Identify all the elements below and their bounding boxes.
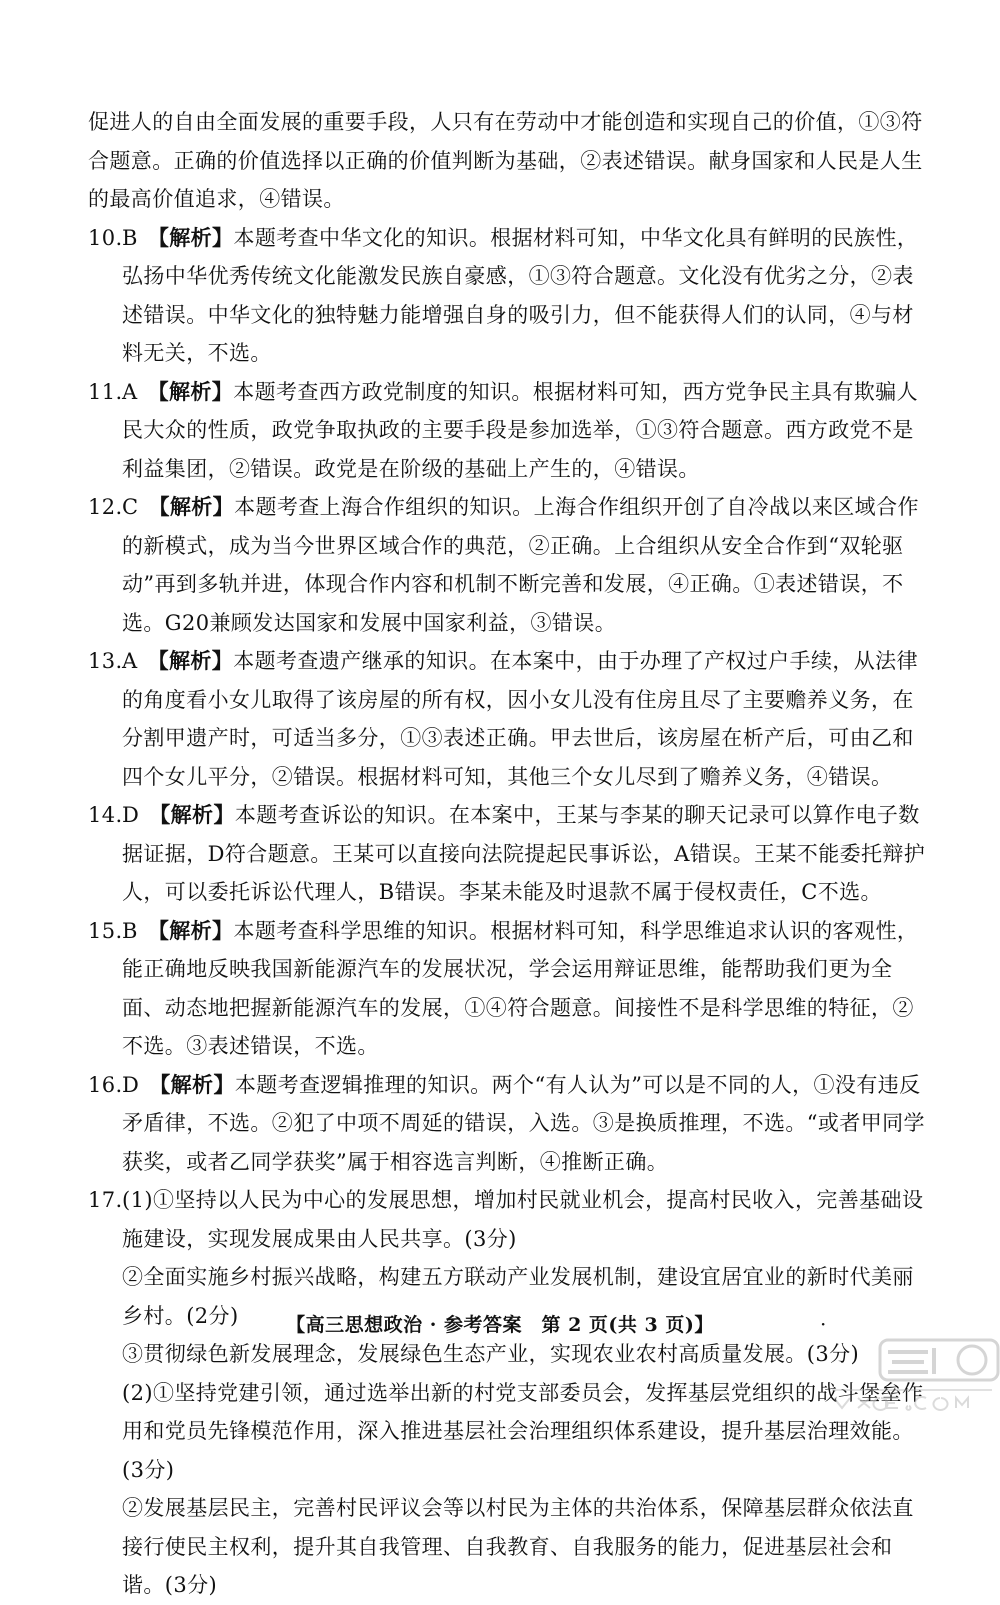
footer-dot: · (820, 1312, 827, 1336)
answer-letter: A (122, 379, 138, 404)
analysis-tag: 【解析】 (147, 648, 234, 673)
question-number: 17. (88, 1188, 123, 1212)
question-number: 16. (88, 1072, 123, 1097)
answer-letter: A (122, 649, 138, 673)
answer-point: ③贯彻绿色新发展理念，发展绿色生态产业，实现农业农村高质量发展。(3分) (122, 1342, 860, 1366)
answer-point: ②全面实施乡村振兴战略，构建五方联动产业发展机制，建设宜居宜业的新时代美丽乡村。(2分) (122, 1265, 914, 1328)
answer-item-14 (88, 796, 928, 912)
analysis-tag: 【解析】 (147, 378, 234, 404)
question-number: 14. (88, 803, 123, 827)
site-watermark-logo (822, 1338, 1000, 1413)
analysis-text: 本题考查诉讼的知识。在本案中，王某与李某的聊天记录可以算作电子数据证据，D符合题意。王某可以直接向法院提起民事诉讼，A错误。王某不能委托辩护人，可以委托诉讼代理人，B错误。李某未能及时退款不属于侵权责任，C不选。 (122, 803, 926, 904)
answer-letter: B (122, 918, 138, 943)
answer-item-17 (88, 1181, 928, 1605)
analysis-tag: 【解析】 (148, 494, 235, 519)
answer-letter: D (122, 1072, 140, 1097)
analysis-tag: 【解析】 (149, 1071, 235, 1097)
answer-item-12 (88, 488, 928, 642)
question-number: 10. (88, 225, 123, 250)
answer-item-15 (88, 912, 928, 1066)
analysis-text: 本题考查西方政党制度的知识。根据材料可知，西方党争民主具有欺骗人民大众的性质，政党争取执政的主要手段是参加选举，①③符合题意。西方政党不是利益集团，②错误。政党是在阶级的基础上产生的，④错误。 (122, 379, 918, 481)
answer-point: (1)①坚持以人民为中心的发展思想，增加村民就业机会，提高村民收入，完善基础设施建设，实现发展成果由人民共享。(3分) (122, 1188, 924, 1251)
answer-point: (2)①坚持党建引领，通过选举出新的村党支部委员会，发挥基层党组织的战斗堡垒作用和党员先锋模范作用，深入推进基层社会治理组织体系建设，提升基层治理效能。(3分) (122, 1380, 924, 1482)
question-number: 15. (88, 918, 123, 943)
answer-letter: C (122, 495, 139, 519)
answer-item-10 (88, 219, 928, 373)
analysis-tag: 【解析】 (147, 224, 234, 250)
answer-point: ②发展基层民主，完善村民评议会等以村民为主体的共治体系，保障基层群众依法直接行使民主权利，提升其自我管理、自我教育、自我服务的能力，促进基层社会和谐。(3分) (122, 1496, 914, 1597)
question-number: 13. (88, 649, 123, 673)
analysis-tag: 【解析】 (147, 917, 234, 943)
analysis-text: 本题考查上海合作组织的知识。上海合作组织开创了自冷战以来区域合作的新模式，成为当今世界区域合作的典范，②正确。上合组织从安全合作到“双轮驱动”再到多轨并进，体现合作内容和机制不断完善和发展，④正确。①表述错误，不选。G20兼顾发达国家和发展中国家利益，③错误。 (122, 495, 919, 635)
analysis-text: 本题考查遗产继承的知识。在本案中，由于办理了产权过户手续，从法律的角度看小女儿取得了该房屋的所有权，因小女儿没有住房且尽了主要赡养义务，在分割甲遗产时，可适当多分，①③表述正确。甲去世后，该房屋在析产后，可由乙和四个女儿平分，②错误。根据材料可知，其他三个女儿尽到了赡养义务，④错误。 (122, 649, 918, 789)
answer-content (88, 103, 928, 1605)
answer-item-16 (88, 1066, 928, 1182)
answer-item-11 (88, 373, 928, 489)
continued-explanation: 促进人的自由全面发展的重要手段，人只有在劳动中才能创造和实现自己的价值，①③符合题意。正确的价值选择以正确的价值判断为基础，②表述错误。献身国家和人民是人生的最高价值追求，④错误。 (88, 110, 923, 211)
answer-letter: D (122, 803, 140, 827)
watermark-icon (822, 1338, 1000, 1413)
analysis-text: 本题考查逻辑推理的知识。两个“有人认为”可以是不同的人，①没有违反矛盾律，不选。②犯了中项不周延的错误，入选。③是换质推理，不选。“或者甲同学获奖，或者乙同学获奖”属于相容选言判断，④推断正确。 (122, 1072, 925, 1174)
answer-item-13 (88, 642, 928, 796)
analysis-text: 本题考查科学思维的知识。根据材料可知，科学思维追求认识的客观性，能正确地反映我国新能源汽车的发展状况，学会运用辩证思维，能帮助我们更为全面、动态地把握新能源汽车的发展，①④符合题意。间接性不是科学思维的特征，②不选。③表述错误，不选。 (122, 918, 919, 1058)
analysis-tag: 【解析】 (149, 802, 235, 827)
question-number: 11. (88, 379, 123, 404)
analysis-text: 本题考查中华文化的知识。根据材料可知，中华文化具有鲜明的民族性，弘扬中华优秀传统文化能激发民族自豪感，①③符合题意。文化没有优劣之分，②表述错误。中华文化的独特魅力能增强自身的吸引力，但不能获得人们的认同，④与材料无关，不选。 (122, 225, 919, 365)
question-number: 12. (88, 495, 123, 519)
answer-letter: B (122, 225, 138, 250)
page-footer: 【高三思想政治 · 参考答案 第 2 页(共 3 页)】 (286, 1314, 714, 1336)
